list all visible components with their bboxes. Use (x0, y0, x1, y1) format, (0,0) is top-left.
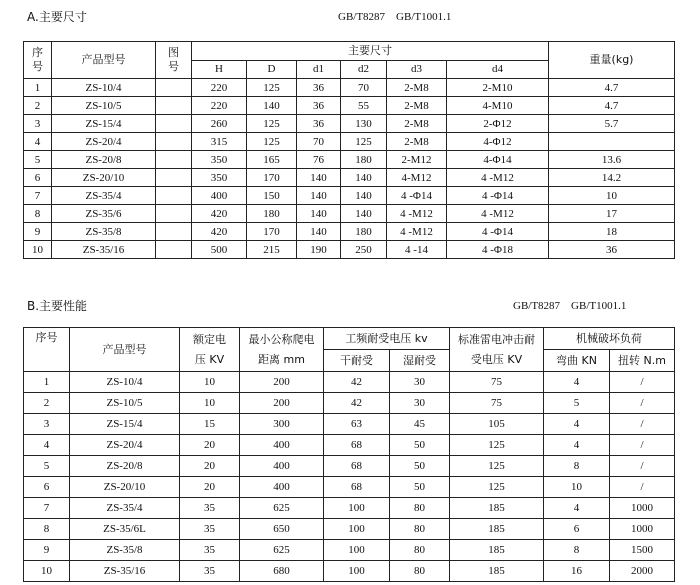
d-cell: 165 (247, 151, 297, 169)
model-cell: ZS-10/5 (70, 393, 180, 414)
drawing-no-cell (156, 79, 192, 97)
rated-voltage-cell: 15 (180, 414, 240, 435)
model-cell: ZS-10/5 (52, 97, 156, 115)
d2-cell: 125 (341, 133, 387, 151)
seq-cell: 5 (24, 151, 52, 169)
wet-withstand-header: 湿耐受 (390, 350, 450, 372)
dim-d4-header: d4 (447, 60, 549, 79)
d2-cell: 180 (341, 151, 387, 169)
lightning-impulse-cell: 125 (450, 435, 544, 456)
h-cell: 220 (192, 79, 247, 97)
d4-cell: 4 -M12 (447, 205, 549, 223)
table-row (24, 435, 675, 456)
table-row (24, 477, 675, 498)
wet-withstand-cell: 80 (390, 498, 450, 519)
table-row (24, 133, 675, 151)
creepage-cell: 400 (240, 477, 324, 498)
table-row (24, 169, 675, 187)
d2-cell: 250 (341, 241, 387, 259)
wet-withstand-cell: 80 (390, 519, 450, 540)
lightning-impulse-cell: 125 (450, 456, 544, 477)
seq-cell: 8 (24, 519, 70, 540)
table-row (24, 456, 675, 477)
lightning-impulse-cell: 75 (450, 393, 544, 414)
lightning-impulse-cell: 75 (450, 372, 544, 393)
dry-withstand-cell: 42 (324, 393, 390, 414)
d4-cell: 4 -Φ14 (447, 187, 549, 205)
weight-cell: 5.7 (549, 115, 675, 133)
weight-cell: 4.7 (549, 97, 675, 115)
table-row (24, 115, 675, 133)
d4-cell: 4-M10 (447, 97, 549, 115)
d4-cell: 4 -Φ14 (447, 223, 549, 241)
table-row (24, 414, 675, 435)
dry-withstand-cell: 68 (324, 435, 390, 456)
h-cell: 220 (192, 97, 247, 115)
d3-cell: 4 -M12 (387, 205, 447, 223)
d2-cell: 180 (341, 223, 387, 241)
bending-cell: 16 (544, 561, 610, 582)
dry-withstand-cell: 100 (324, 540, 390, 561)
mechanical-load-header: 机械破坏负荷 (544, 328, 675, 350)
lightning-impulse-cell: 185 (450, 498, 544, 519)
creepage-cell: 200 (240, 372, 324, 393)
h-cell: 420 (192, 205, 247, 223)
drawing-no-cell (156, 115, 192, 133)
wet-withstand-cell: 30 (390, 393, 450, 414)
seq-cell: 1 (24, 372, 70, 393)
drawing-no-cell (156, 187, 192, 205)
torsion-cell: / (610, 456, 675, 477)
table-row (24, 97, 675, 115)
d4-cell: 4-Φ14 (447, 151, 549, 169)
seq-cell: 6 (24, 477, 70, 498)
h-cell: 420 (192, 223, 247, 241)
model-cell: ZS-35/8 (52, 223, 156, 241)
dim-h-header: H (192, 60, 247, 79)
weight-cell: 14.2 (549, 169, 675, 187)
model-cell: ZS-20/4 (70, 435, 180, 456)
model-cell: ZS-35/4 (70, 498, 180, 519)
d3-cell: 2-M12 (387, 151, 447, 169)
seq-cell: 5 (24, 456, 70, 477)
table-row (24, 205, 675, 223)
d-cell: 215 (247, 241, 297, 259)
seq-cell: 4 (24, 435, 70, 456)
model-cell: ZS-35/6 (52, 205, 156, 223)
rated-voltage-cell: 20 (180, 477, 240, 498)
weight-cell: 4.7 (549, 79, 675, 97)
dim-d-header: D (247, 60, 297, 79)
dry-withstand-cell: 68 (324, 456, 390, 477)
drawing-no-header: 图 号 (156, 42, 192, 79)
d2-cell: 130 (341, 115, 387, 133)
section-b-standards: GB/T8287 GB/T1001.1 (513, 300, 627, 312)
h-cell: 500 (192, 241, 247, 259)
dim-d2-header: d2 (341, 60, 387, 79)
drawing-no-cell (156, 223, 192, 241)
d1-cell: 36 (297, 79, 341, 97)
d4-cell: 4 -M12 (447, 169, 549, 187)
power-frequency-header: 工频耐受电压 kv (324, 328, 450, 350)
torsion-cell: / (610, 393, 675, 414)
d-cell: 140 (247, 97, 297, 115)
seq-header: 序号 (24, 328, 70, 372)
bending-cell: 10 (544, 477, 610, 498)
table-row (24, 561, 675, 582)
d3-cell: 4 -M12 (387, 223, 447, 241)
weight-cell: 17 (549, 205, 675, 223)
lightning-impulse-cell: 105 (450, 414, 544, 435)
seq-cell: 7 (24, 498, 70, 519)
seq-cell: 7 (24, 187, 52, 205)
dimensions-table (23, 41, 675, 259)
d3-cell: 2-M8 (387, 115, 447, 133)
torsion-cell: 1500 (610, 540, 675, 561)
torsion-cell: 1000 (610, 498, 675, 519)
bending-cell: 4 (544, 414, 610, 435)
d2-cell: 70 (341, 79, 387, 97)
table-row (24, 519, 675, 540)
rated-voltage-cell: 35 (180, 498, 240, 519)
torsion-cell: / (610, 414, 675, 435)
d-cell: 180 (247, 205, 297, 223)
bending-cell: 8 (544, 540, 610, 561)
model-cell: ZS-20/8 (52, 151, 156, 169)
table-row (24, 393, 675, 414)
model-cell: ZS-20/10 (70, 477, 180, 498)
rated-voltage-cell: 35 (180, 540, 240, 561)
torsion-header: 扭转 N.m (610, 350, 675, 372)
drawing-no-cell (156, 169, 192, 187)
wet-withstand-cell: 80 (390, 540, 450, 561)
lightning-impulse-cell: 185 (450, 540, 544, 561)
bending-cell: 4 (544, 498, 610, 519)
creepage-cell: 300 (240, 414, 324, 435)
table-row (24, 151, 675, 169)
bending-cell: 5 (544, 393, 610, 414)
model-header: 产品型号 (52, 42, 156, 79)
weight-cell: 13.6 (549, 151, 675, 169)
weight-header: 重量(kg) (549, 42, 675, 79)
lightning-impulse-cell: 125 (450, 477, 544, 498)
rated-voltage-cell: 10 (180, 372, 240, 393)
torsion-cell: / (610, 477, 675, 498)
seq-cell: 3 (24, 115, 52, 133)
bending-cell: 6 (544, 519, 610, 540)
creepage-cell: 400 (240, 435, 324, 456)
section-a-title: A.主要尺寸 (27, 10, 87, 24)
model-cell: ZS-20/8 (70, 456, 180, 477)
seq-cell: 10 (24, 241, 52, 259)
dry-withstand-cell: 68 (324, 477, 390, 498)
d4-cell: 2-M10 (447, 79, 549, 97)
d3-cell: 2-M8 (387, 133, 447, 151)
d1-cell: 140 (297, 169, 341, 187)
weight-cell: 10 (549, 187, 675, 205)
creepage-cell: 625 (240, 498, 324, 519)
section-b-title: B.主要性能 (27, 299, 88, 313)
seq-cell: 4 (24, 133, 52, 151)
dimensions-header-row (24, 42, 675, 61)
performance-table (23, 327, 675, 582)
d-cell: 125 (247, 79, 297, 97)
model-cell: ZS-20/10 (52, 169, 156, 187)
d-cell: 125 (247, 115, 297, 133)
model-cell: ZS-35/8 (70, 540, 180, 561)
wet-withstand-cell: 30 (390, 372, 450, 393)
seq-cell: 3 (24, 414, 70, 435)
d3-cell: 4-M12 (387, 169, 447, 187)
dry-withstand-cell: 42 (324, 372, 390, 393)
main-dimensions-header: 主要尺寸 (192, 42, 549, 61)
table-row (24, 79, 675, 97)
dim-d3-header: d3 (387, 60, 447, 79)
torsion-cell: 2000 (610, 561, 675, 582)
rated-voltage-cell: 10 (180, 393, 240, 414)
seq-cell: 2 (24, 393, 70, 414)
section-a-standards: GB/T8287 GB/T1001.1 (338, 11, 452, 23)
model-cell: ZS-35/16 (52, 241, 156, 259)
drawing-no-cell (156, 97, 192, 115)
seq-header: 序 号 (24, 42, 52, 79)
table-row (24, 223, 675, 241)
d4-cell: 4-Φ12 (447, 133, 549, 151)
model-cell: ZS-35/4 (52, 187, 156, 205)
d-cell: 170 (247, 169, 297, 187)
d3-cell: 4 -Φ14 (387, 187, 447, 205)
d1-cell: 140 (297, 187, 341, 205)
model-header: 产品型号 (70, 328, 180, 372)
model-cell: ZS-35/16 (70, 561, 180, 582)
dim-d1-header: d1 (297, 60, 341, 79)
table-row (24, 241, 675, 259)
weight-cell: 18 (549, 223, 675, 241)
torsion-cell: / (610, 435, 675, 456)
creepage-cell: 625 (240, 540, 324, 561)
bending-header: 弯曲 KN (544, 350, 610, 372)
creepage-cell: 650 (240, 519, 324, 540)
dry-withstand-header: 干耐受 (324, 350, 390, 372)
d1-cell: 36 (297, 97, 341, 115)
wet-withstand-cell: 50 (390, 477, 450, 498)
d1-cell: 140 (297, 223, 341, 241)
model-cell: ZS-10/4 (70, 372, 180, 393)
d2-cell: 140 (341, 187, 387, 205)
drawing-no-cell (156, 241, 192, 259)
rated-voltage-cell: 35 (180, 561, 240, 582)
d2-cell: 55 (341, 97, 387, 115)
d2-cell: 140 (341, 169, 387, 187)
d1-cell: 70 (297, 133, 341, 151)
d1-cell: 76 (297, 151, 341, 169)
model-cell: ZS-35/6L (70, 519, 180, 540)
creepage-cell: 200 (240, 393, 324, 414)
d-cell: 125 (247, 133, 297, 151)
d1-cell: 36 (297, 115, 341, 133)
d1-cell: 140 (297, 205, 341, 223)
weight-cell: 36 (549, 241, 675, 259)
d-cell: 170 (247, 223, 297, 241)
model-cell: ZS-15/4 (52, 115, 156, 133)
h-cell: 260 (192, 115, 247, 133)
rated-voltage-header: 额定电 压 KV (180, 328, 240, 372)
drawing-no-cell (156, 133, 192, 151)
drawing-no-cell (156, 205, 192, 223)
d4-cell: 4 -Φ18 (447, 241, 549, 259)
d4-cell: 2-Φ12 (447, 115, 549, 133)
lightning-impulse-cell: 185 (450, 519, 544, 540)
drawing-no-cell (156, 151, 192, 169)
h-cell: 350 (192, 169, 247, 187)
creepage-header: 最小公称爬电 距离 mm (240, 328, 324, 372)
seq-cell: 10 (24, 561, 70, 582)
table-row (24, 187, 675, 205)
d2-cell: 140 (341, 205, 387, 223)
torsion-cell: 1000 (610, 519, 675, 540)
wet-withstand-cell: 45 (390, 414, 450, 435)
table-row (24, 372, 675, 393)
rated-voltage-cell: 35 (180, 519, 240, 540)
wet-withstand-cell: 50 (390, 456, 450, 477)
dry-withstand-cell: 100 (324, 498, 390, 519)
d-cell: 150 (247, 187, 297, 205)
model-cell: ZS-10/4 (52, 79, 156, 97)
table-row (24, 498, 675, 519)
creepage-cell: 400 (240, 456, 324, 477)
creepage-cell: 680 (240, 561, 324, 582)
d3-cell: 2-M8 (387, 97, 447, 115)
seq-cell: 9 (24, 540, 70, 561)
performance-header-row (24, 328, 675, 350)
wet-withstand-cell: 80 (390, 561, 450, 582)
h-cell: 350 (192, 151, 247, 169)
h-cell: 315 (192, 133, 247, 151)
bending-cell: 8 (544, 456, 610, 477)
seq-cell: 2 (24, 97, 52, 115)
model-cell: ZS-15/4 (70, 414, 180, 435)
lightning-impulse-header: 标准雷电冲击耐 受电压 KV (450, 328, 544, 372)
d1-cell: 190 (297, 241, 341, 259)
wet-withstand-cell: 50 (390, 435, 450, 456)
dry-withstand-cell: 100 (324, 519, 390, 540)
seq-cell: 6 (24, 169, 52, 187)
seq-cell: 9 (24, 223, 52, 241)
weight-cell (549, 133, 675, 151)
dry-withstand-cell: 100 (324, 561, 390, 582)
seq-cell: 8 (24, 205, 52, 223)
rated-voltage-cell: 20 (180, 456, 240, 477)
torsion-cell: / (610, 372, 675, 393)
dry-withstand-cell: 63 (324, 414, 390, 435)
model-cell: ZS-20/4 (52, 133, 156, 151)
h-cell: 400 (192, 187, 247, 205)
table-row (24, 540, 675, 561)
seq-cell: 1 (24, 79, 52, 97)
d3-cell: 2-M8 (387, 79, 447, 97)
bending-cell: 4 (544, 372, 610, 393)
rated-voltage-cell: 20 (180, 435, 240, 456)
d3-cell: 4 -14 (387, 241, 447, 259)
lightning-impulse-cell: 185 (450, 561, 544, 582)
bending-cell: 4 (544, 435, 610, 456)
